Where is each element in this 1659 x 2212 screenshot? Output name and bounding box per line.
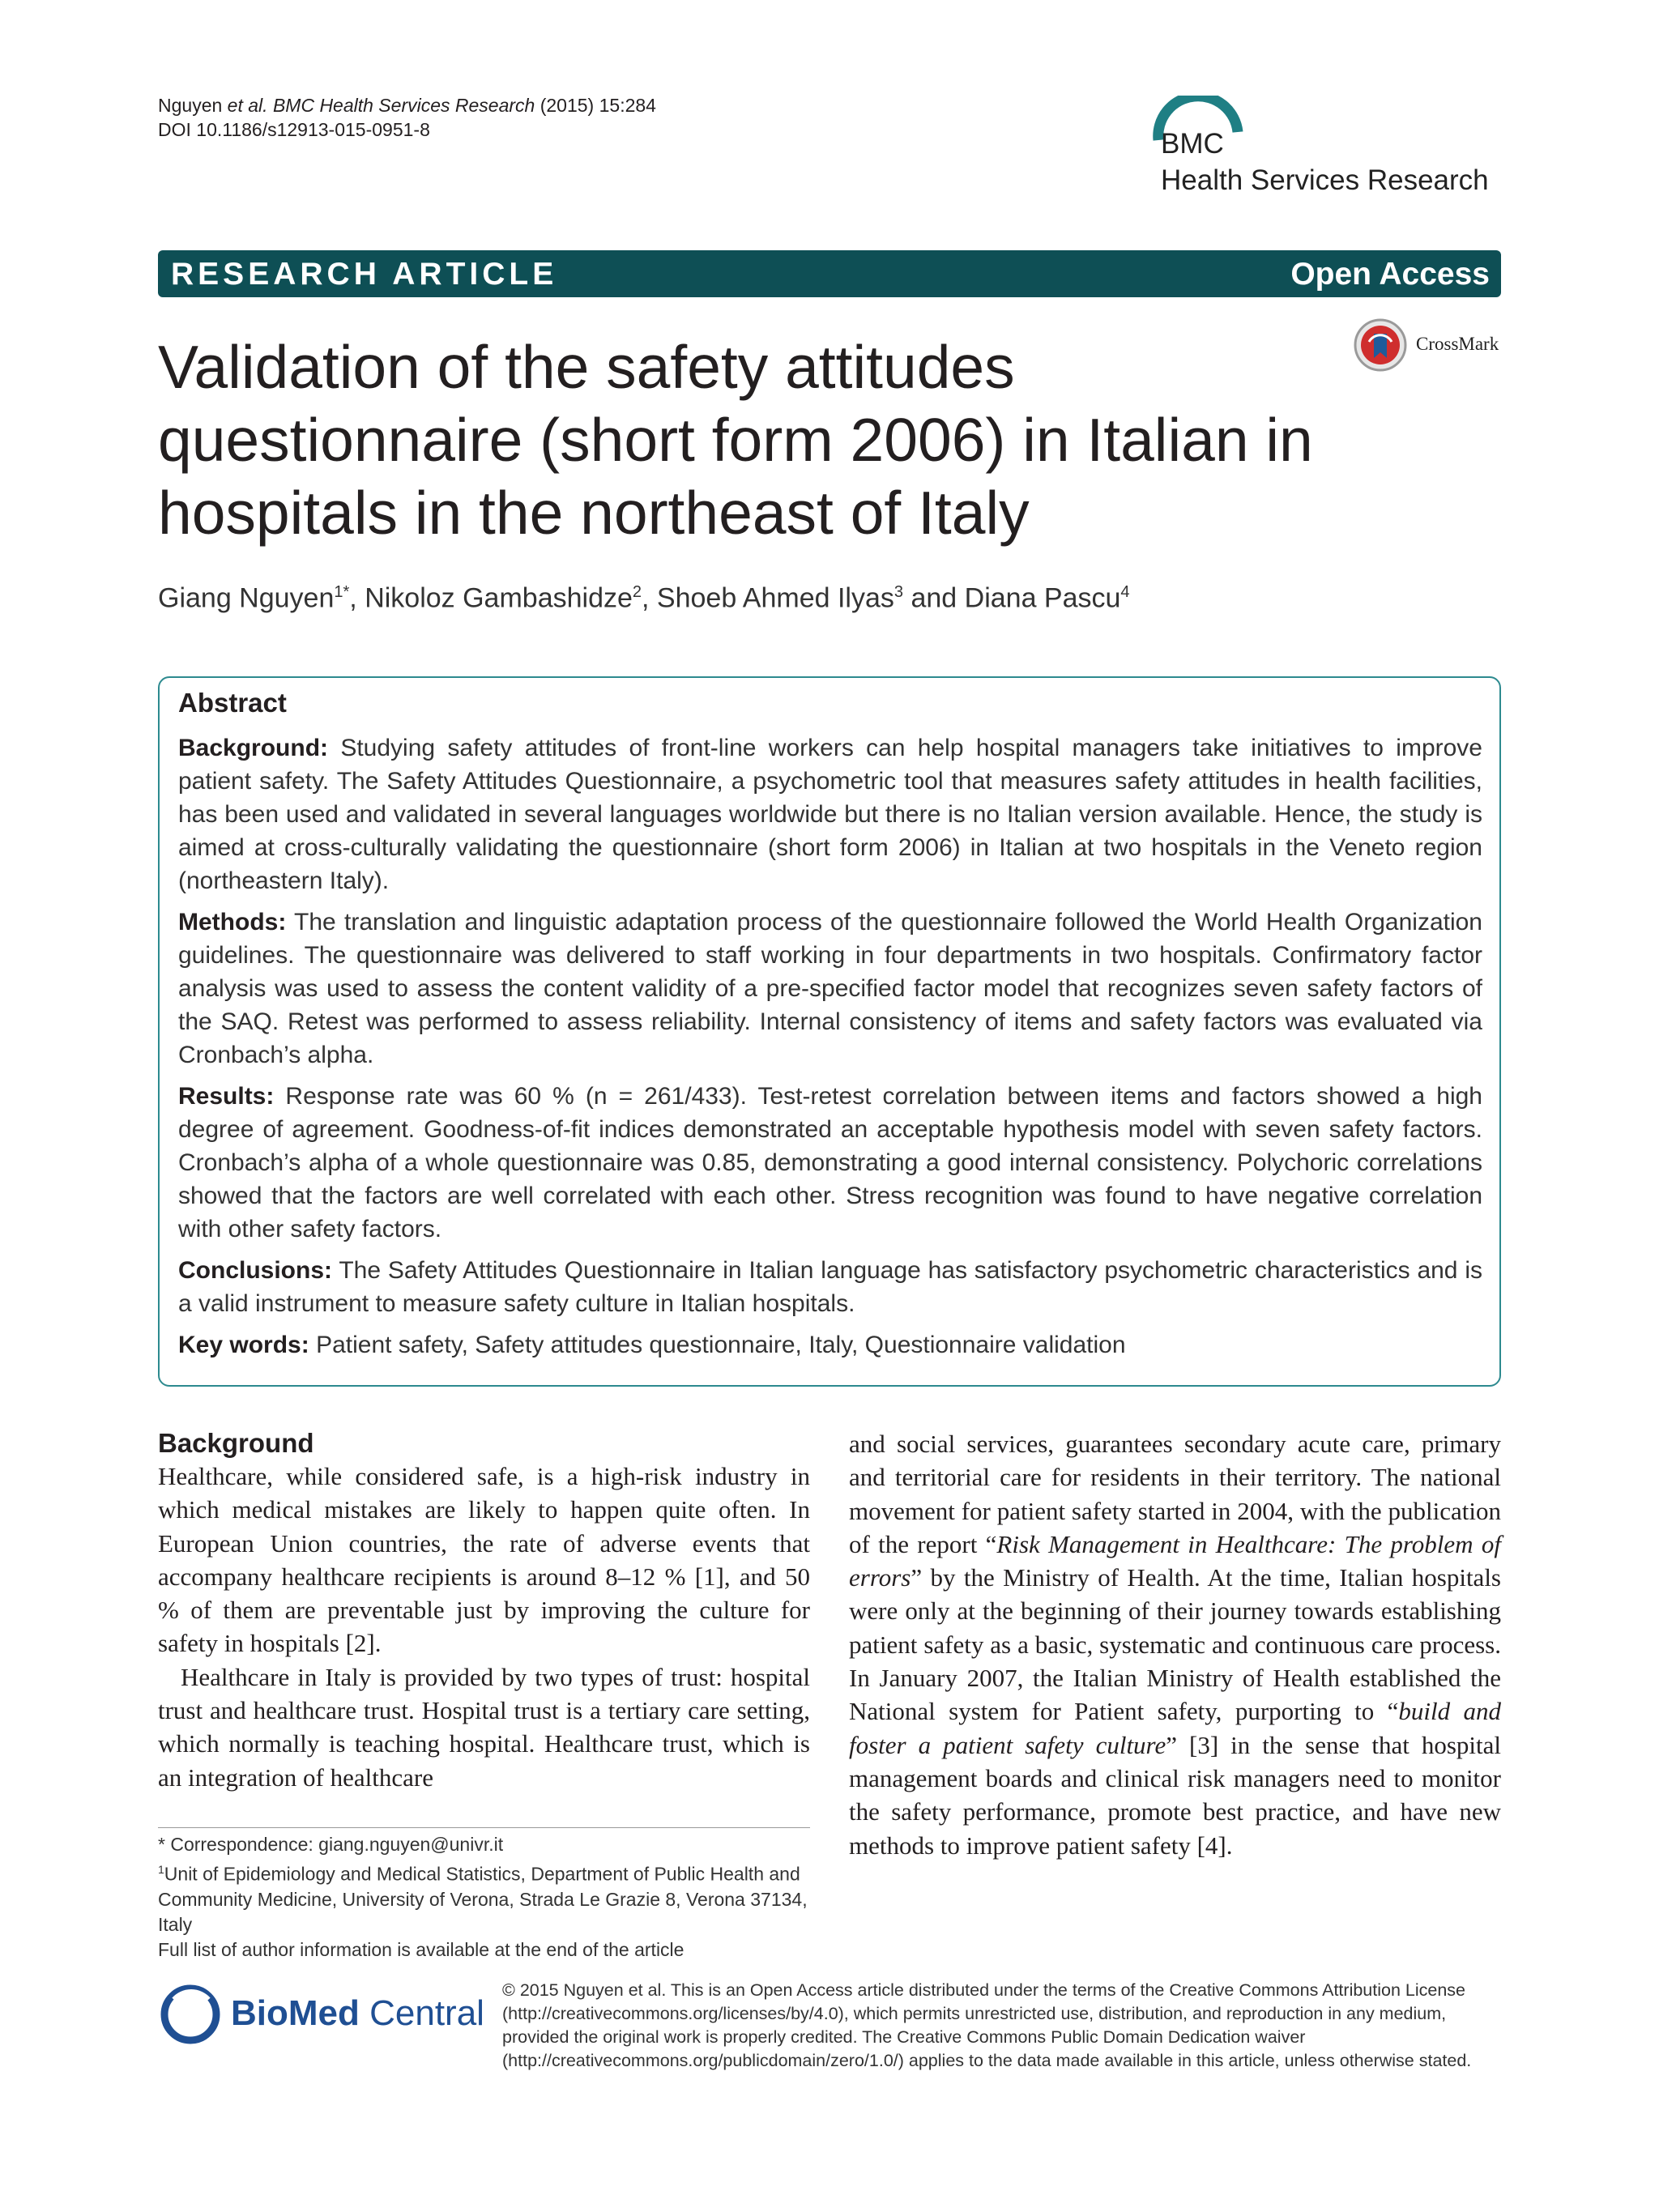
body-paragraph	[849, 1427, 1501, 1862]
abstract-conclusions	[178, 1254, 1482, 1320]
bmc-logo-journal-name: Health Services Research	[1161, 164, 1489, 196]
author-separator: ,	[642, 582, 657, 614]
body-text-run: ” [3] in the sense that hospital management boards and clinical risk managers need to monitor the safety performance, promote best practice, and have new methods to improve patient safety [4].	[849, 1730, 1501, 1860]
publisher-logo[interactable]	[158, 1982, 482, 2047]
biomed-ring-icon	[158, 1982, 223, 2047]
body-column-left	[158, 1427, 810, 1794]
publisher-name	[231, 1993, 484, 2034]
body-text-run: and social services, guarantees secondary acute care, primary and territorial care for residents in their territory. The national movement for patient safety started in 2004, with the publication of the report “	[849, 1430, 1501, 1558]
abstract-section-label: Background:	[178, 735, 329, 761]
journal-logo[interactable]	[1134, 96, 1507, 205]
abstract-body	[178, 731, 1482, 1370]
author-separator: ,	[349, 582, 365, 614]
abstract-heading: Abstract	[178, 688, 287, 718]
footnote-divider	[158, 1827, 810, 1828]
body-text-run: ” by the Ministry of Health. At the time, Italian hospitals were only at the beginning of their journey towards establishing patient safety as a basic, systematic and continuous care process. In January 2007, the Italian Ministry of Health established the National system for Patient safety, purporting to “	[849, 1563, 1501, 1726]
publisher-name-bold: BioMed	[231, 1993, 360, 2033]
author-info-note: Full list of author information is available at the end of the article	[158, 1938, 684, 1960]
citation-author: Nguyen	[158, 95, 223, 116]
abstract-section-label: Methods:	[178, 909, 287, 936]
author-name[interactable]: Giang Nguyen	[158, 582, 335, 614]
affiliation-text: Unit of Epidemiology and Medical Statistics, Department of Public Health and Community Medicine, University of Verona, Strada Le Grazie 8, Verona 37134, Italy	[158, 1863, 808, 1935]
article-type-band	[158, 250, 1501, 297]
abstract-section-text: Response rate was 60 % (n = 261/433). Test-retest correlation between items and factors showed a high degree of agreement. Goodness-of-fit indices demonstrated an acceptable hypothesis model with seven safety factors. Cronbach’s alpha of a whole questionnaire was 0.85, demonstrating a good internal consistency. Polychoric correlations showed that the factors are well correlated with each other. Stress recognition was found to have negative correlation with other safety factors.	[178, 1083, 1482, 1242]
crossmark-label: CrossMark	[1416, 334, 1499, 354]
quoted-report-title: Risk Management in Healthcare: The problem of errors	[849, 1529, 1501, 1592]
article-type: RESEARCH ARTICLE	[171, 257, 558, 292]
citation-line	[158, 93, 656, 117]
body-paragraph: Healthcare in Italy is provided by two types of trust: hospital trust and healthcare trust. Hospital trust is a tertiary care setting, which normally is teaching hospital. Healthcare trust, which is an integration of healthcare	[158, 1662, 810, 1792]
abstract-section-label: Key words:	[178, 1332, 309, 1358]
doi: DOI 10.1186/s12913-015-0951-8	[158, 119, 430, 140]
abstract-keywords	[178, 1328, 1482, 1362]
abstract-section-label: Results:	[178, 1083, 275, 1110]
abstract-background	[178, 731, 1482, 897]
author-affiliation-mark: 4	[1120, 583, 1130, 601]
citation-journal: BMC Health Services Research	[272, 95, 535, 116]
author-name[interactable]: Diana Pascu	[964, 582, 1121, 614]
body-column-right	[849, 1427, 1501, 1862]
open-access-label: Open Access	[1290, 257, 1490, 292]
abstract-section-label: Conclusions:	[178, 1257, 333, 1284]
abstract-section-text: Studying safety attitudes of front-line workers can help hospital managers take initiatives to improve patient safety. The Safety Attitudes Questionnaire, a psychometric tool that measures safety attitudes in health facilities, has been used and validated in several languages worldwide but there is no Italian version available. Hence, the study is aimed at cross-culturally validating the questionnaire (short form 2006) in Italian at two hospitals in the Veneto region (northeastern Italy).	[178, 735, 1482, 894]
body-paragraph: Healthcare, while considered safe, is a high-risk industry in which medical mistakes are likely to happen quite often. In European Union countries, the rate of adverse events that accompany healthcare recipients is around 8–12 % [1], and 50 % of them are preventable just by improving the culture for safety in hospitals [2].	[158, 1462, 810, 1658]
bmc-logo-word: BMC	[1161, 128, 1224, 160]
license-statement: © 2015 Nguyen et al. This is an Open Access article distributed under the terms of the Creative Commons Attribution License (http://creativecommons.org/licenses/by/4.0), which permits unrestricted use, distribution, and reproduction in any medium, provided the original work is properly credited. The Creative Commons Public Domain Dedication waiver (http://creativecommons.org/publicdomain/zero/1.0/) applies to the data made available in this article, unless otherwise stated.	[502, 1980, 1472, 2070]
abstract-section-text: Patient safety, Safety attitudes questionnaire, Italy, Questionnaire validation	[316, 1332, 1126, 1358]
correspondence-note[interactable]: * Correspondence: giang.nguyen@univr.it	[158, 1834, 504, 1855]
author-affiliation-mark: 1*	[334, 583, 350, 601]
publisher-name-rest: Central	[359, 1993, 484, 2033]
author-name[interactable]: Nikoloz Gambashidze	[365, 582, 633, 614]
author-affiliation-mark: 2	[632, 583, 642, 601]
abstract-section-text: The Safety Attitudes Questionnaire in Italian language has satisfactory psychometric characteristics and is a valid instrument to measure safety culture in Italian hospitals.	[178, 1257, 1482, 1317]
journal-reference	[158, 93, 656, 142]
citation-et-al: et al.	[227, 95, 268, 116]
section-heading-background: Background	[158, 1428, 314, 1458]
abstract-box	[158, 676, 1501, 1387]
affiliation-note	[158, 1857, 810, 1937]
author-affiliation-mark: 3	[893, 583, 904, 601]
abstract-methods	[178, 906, 1482, 1072]
crossmark-icon	[1353, 318, 1408, 373]
author-list	[158, 575, 1130, 615]
citation-year-volume: (2015) 15:284	[539, 95, 656, 116]
affiliation-mark: 1	[158, 1863, 164, 1876]
footnotes	[158, 1832, 810, 1963]
quoted-slogan: build and foster a patient safety culture	[849, 1697, 1501, 1759]
abstract-results	[178, 1080, 1482, 1246]
author-separator: and	[903, 582, 965, 614]
article-title: Validation of the safety attitudes questionnaire (short form 2006) in Italian in hospitals in the northeast of Italy	[158, 333, 1313, 547]
crossmark-badge[interactable]	[1353, 318, 1515, 378]
author-name[interactable]: Shoeb Ahmed Ilyas	[656, 582, 894, 614]
abstract-section-text: The translation and linguistic adaptation process of the questionnaire followed the World Health Organization guidelines. The questionnaire was delivered to staff working in four departments in two hospitals. Confirmatory factor analysis was used to assess the content validity of a pre-specified factor model that recognizes seven safety factors of the SAQ. Retest was performed to assess reliability. Internal consistency of items and safety factors was evaluated via Cronbach’s alpha.	[178, 909, 1482, 1068]
